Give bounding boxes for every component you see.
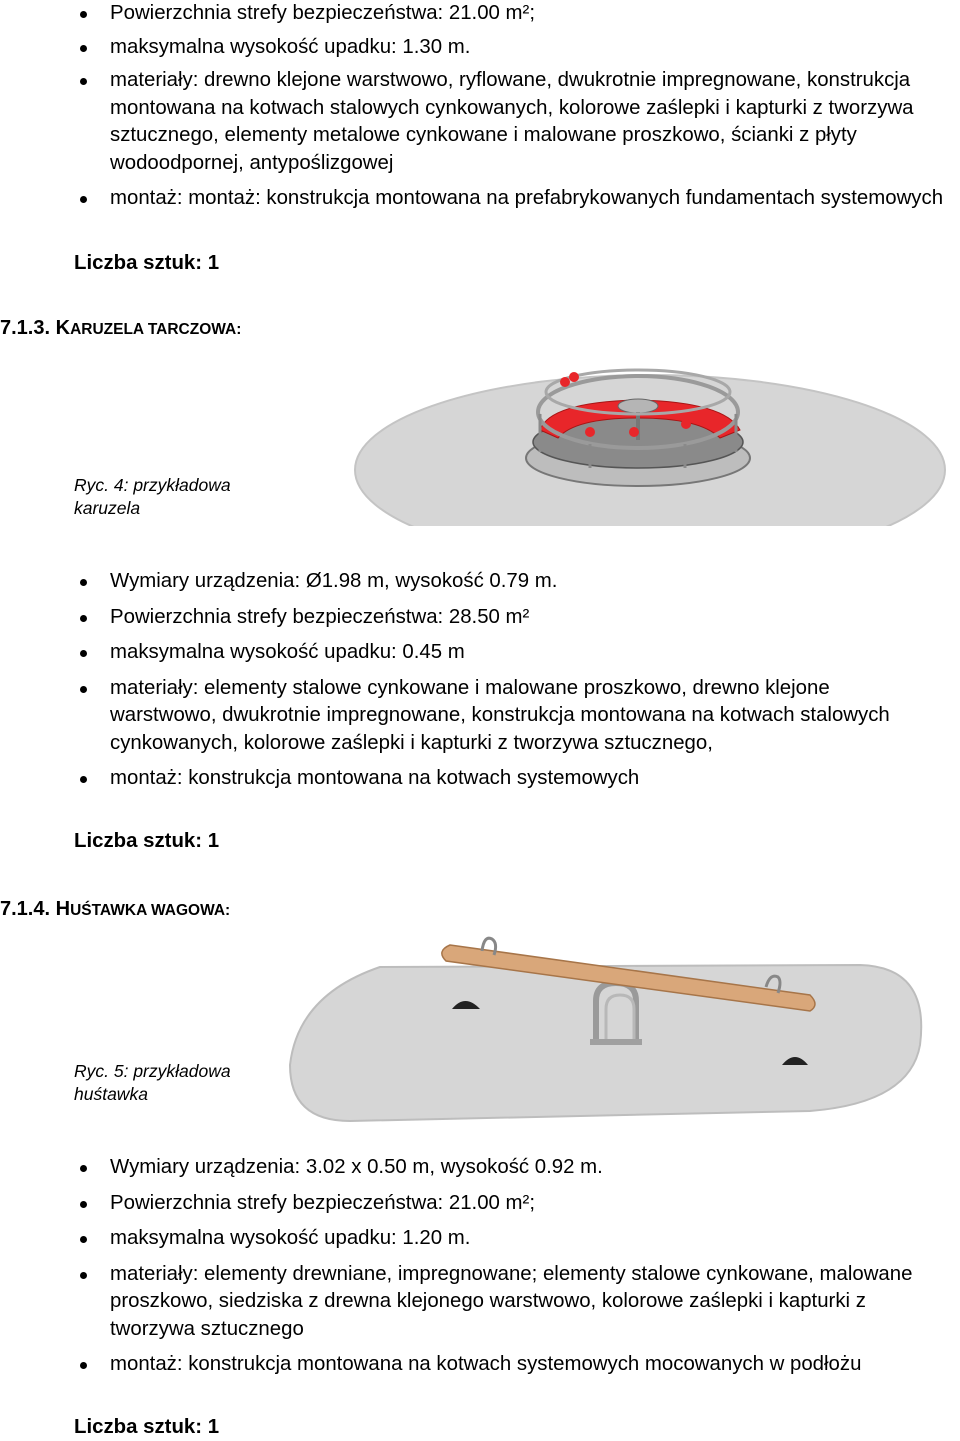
- list-item: Wymiary urządzenia: Ø1.98 m, wysokość 0.79 m.: [74, 568, 960, 596]
- section-title-rest: UŚTAWKA WAGOWA:: [70, 902, 231, 919]
- list-item: montaż: konstrukcja montowana na kotwach systemowych: [74, 765, 960, 793]
- list-item: maksymalna wysokość upadku: 1.20 m.: [74, 1225, 960, 1253]
- list-item: materiały: elementy drewniane, impregnowane; elementy stalowe cynkowane, malowane proszkowo, siedziska z drewna klejonego warstwowo, kolorowe zaślepki i kapturki z tworzywa sztucznego: [74, 1261, 960, 1344]
- list-item: Powierzchnia strefy bezpieczeństwa: 28.50 m²: [74, 604, 960, 632]
- section-number: 7.1.4.: [0, 898, 51, 920]
- section-heading-hustawka: [0, 896, 230, 924]
- center-table: [618, 399, 658, 413]
- caption-line: karuzela: [74, 498, 141, 518]
- seesaw-illustration: [250, 925, 930, 1140]
- red-cap: [560, 377, 570, 387]
- section-title-rest: ARUZELA TARCZOWA:: [70, 321, 242, 338]
- list-item: materiały: elementy stalowe cynkowane i malowane proszkowo, drewno klejone warstwowo, dwukrotnie impregnowane, konstrukcja montowana na kotwach stalowych cynkowanych, kolorowe zaślepki i kapturki z tworzywa sztucznego,: [74, 675, 960, 758]
- frame-foot: [590, 1039, 642, 1045]
- list-item: Wymiary urządzenia: 3.02 x 0.50 m, wysokość 0.92 m.: [74, 1154, 960, 1182]
- section-title-initial: H: [55, 898, 71, 920]
- item-count: Liczba sztuk: 1: [74, 252, 220, 274]
- top-bullet-list: [74, 0, 960, 213]
- image-crop-mask: [350, 526, 960, 530]
- section-heading-karuzela: [0, 315, 241, 343]
- karuzela-bullet-list: [74, 568, 960, 793]
- figure-caption: [74, 474, 304, 520]
- section-title-initial: K: [55, 317, 71, 339]
- caption-line: huśtawka: [74, 1084, 148, 1104]
- list-item: Powierzchnia strefy bezpieczeństwa: 21.00 m²;: [74, 1190, 960, 1218]
- red-cap: [569, 372, 579, 382]
- list-item: maksymalna wysokość upadku: 1.30 m.: [74, 34, 960, 62]
- list-item: Powierzchnia strefy bezpieczeństwa: 21.00 m²;: [74, 0, 960, 28]
- list-item: maksymalna wysokość upadku: 0.45 m: [74, 639, 960, 667]
- item-count: Liczba sztuk: 1: [74, 1416, 220, 1438]
- carousel-illustration: [350, 360, 960, 530]
- section-number: 7.1.3.: [0, 317, 51, 339]
- list-item: materiały: drewno klejone warstwowo, ryflowane, dwukrotnie impregnowane, konstrukcja montowana na kotwach stalowych cynkowanych, kolorowe zaślepki i kapturki z tworzywa sztucznego, elementy metalowe cynkowane i malowane proszkowo, ścianki z płyty wodoodpornej, antypoślizgowej: [74, 67, 960, 177]
- caption-line: Ryc. 5: przykładowa: [74, 1061, 231, 1081]
- red-cap: [585, 427, 595, 437]
- item-count: Liczba sztuk: 1: [74, 830, 220, 852]
- red-cap: [629, 427, 639, 437]
- hustawka-bullet-list: [74, 1154, 960, 1379]
- list-item: montaż: montaż: konstrukcja montowana na prefabrykowanych fundamentach systemowych: [74, 185, 960, 213]
- red-cap: [681, 419, 691, 429]
- list-item: montaż: konstrukcja montowana na kotwach systemowych mocowanych w podłożu: [74, 1351, 960, 1379]
- caption-line: Ryc. 4: przykładowa: [74, 475, 231, 495]
